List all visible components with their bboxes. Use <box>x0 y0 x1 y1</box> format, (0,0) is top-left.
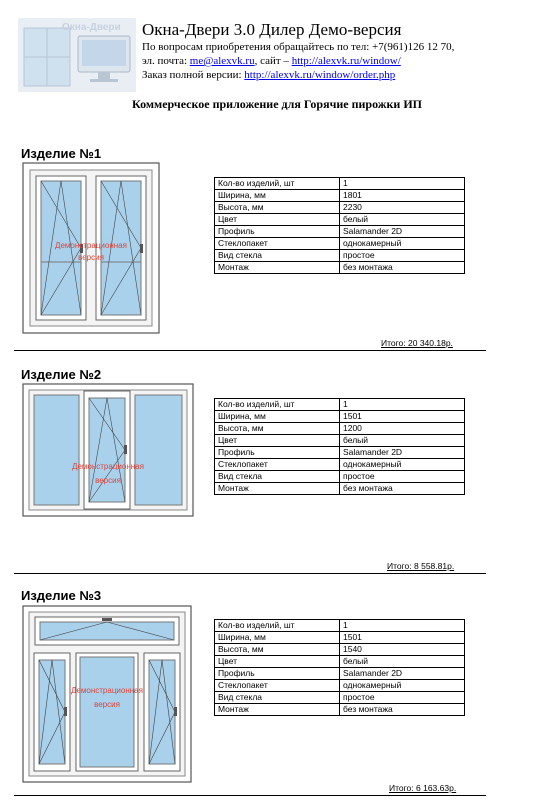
order-label: Заказ полной версии: <box>142 69 242 81</box>
table-row: Вид стекла простое <box>215 250 465 262</box>
table-row: Кол-во изделий, шт 1 <box>215 399 465 411</box>
table-row: Профиль Salamander 2D <box>215 226 465 238</box>
window-drawing <box>22 383 194 517</box>
order-link[interactable]: http://alexvk.ru/window/order.php <box>244 69 396 81</box>
table-row: Стеклопакет однокамерный <box>215 238 465 250</box>
item-title: Изделие №2 <box>21 367 102 382</box>
item-title: Изделие №3 <box>21 588 102 603</box>
divider <box>14 350 486 351</box>
item-params-table <box>214 177 465 274</box>
email-link[interactable]: me@alexvk.ru <box>189 55 255 67</box>
demo-watermark-line2: версия <box>94 700 120 709</box>
item-params-table <box>214 619 465 716</box>
email-label: эл. почта: <box>142 55 188 67</box>
table-row: Профиль Salamander 2D <box>215 447 465 459</box>
commercial-title: Коммерческое приложение для Горячие пирожки ИП <box>132 97 422 111</box>
site-link[interactable]: http://alexvk.ru/window/ <box>291 55 401 67</box>
table-row: Ширина, мм 1501 <box>215 411 465 423</box>
table-row: Вид стекла простое <box>215 692 465 704</box>
item-title: Изделие №1 <box>21 146 102 161</box>
table-row: Высота, мм 1200 <box>215 423 465 435</box>
table-row: Высота, мм 2230 <box>215 202 465 214</box>
table-row: Высота, мм 1540 <box>215 644 465 656</box>
demo-watermark-line1: Демонстрационная <box>71 686 143 695</box>
item-total: Итого: 20 340.18р. <box>381 338 453 348</box>
demo-watermark-line2: версия <box>78 253 104 262</box>
window-drawing <box>22 162 160 334</box>
window-drawing <box>22 605 192 783</box>
table-row: Монтаж без монтажа <box>215 704 465 716</box>
table-row: Монтаж без монтажа <box>215 483 465 495</box>
divider <box>14 795 486 796</box>
item-total: Итого: 8 558.81р. <box>387 561 455 571</box>
page-title: Окна-Двери 3.0 Дилер Демо-версия <box>142 20 402 39</box>
table-row: Монтаж без монтажа <box>215 262 465 274</box>
table-row: Цвет белый <box>215 214 465 226</box>
demo-watermark-line1: Демонстрационная <box>72 462 144 471</box>
demo-watermark-line2: версия <box>95 476 121 485</box>
table-row: Кол-во изделий, шт 1 <box>215 178 465 190</box>
table-row: Кол-во изделий, шт 1 <box>215 620 465 632</box>
table-row: Вид стекла простое <box>215 471 465 483</box>
item-params-table <box>214 398 465 495</box>
divider <box>14 573 486 574</box>
table-row: Ширина, мм 1801 <box>215 190 465 202</box>
site-label: , сайт – <box>254 55 289 67</box>
company-logo <box>18 18 136 92</box>
table-row: Цвет белый <box>215 656 465 668</box>
table-row: Ширина, мм 1501 <box>215 632 465 644</box>
table-row: Цвет белый <box>215 435 465 447</box>
order-line <box>142 68 454 82</box>
contact-line <box>142 54 454 68</box>
table-row: Профиль Salamander 2D <box>215 668 465 680</box>
logo-text: Окна-Двери <box>62 22 121 33</box>
table-row: Стеклопакет однокамерный <box>215 459 465 471</box>
table-row: Стеклопакет однокамерный <box>215 680 465 692</box>
purchase-contact: По вопросам приобретения обращайтесь по тел: +7(961)126 12 70, <box>142 41 455 53</box>
item-total: Итого: 6 163.63р. <box>389 783 457 793</box>
page-header <box>142 20 454 82</box>
demo-watermark-line1: Демонстрационная <box>55 241 127 250</box>
